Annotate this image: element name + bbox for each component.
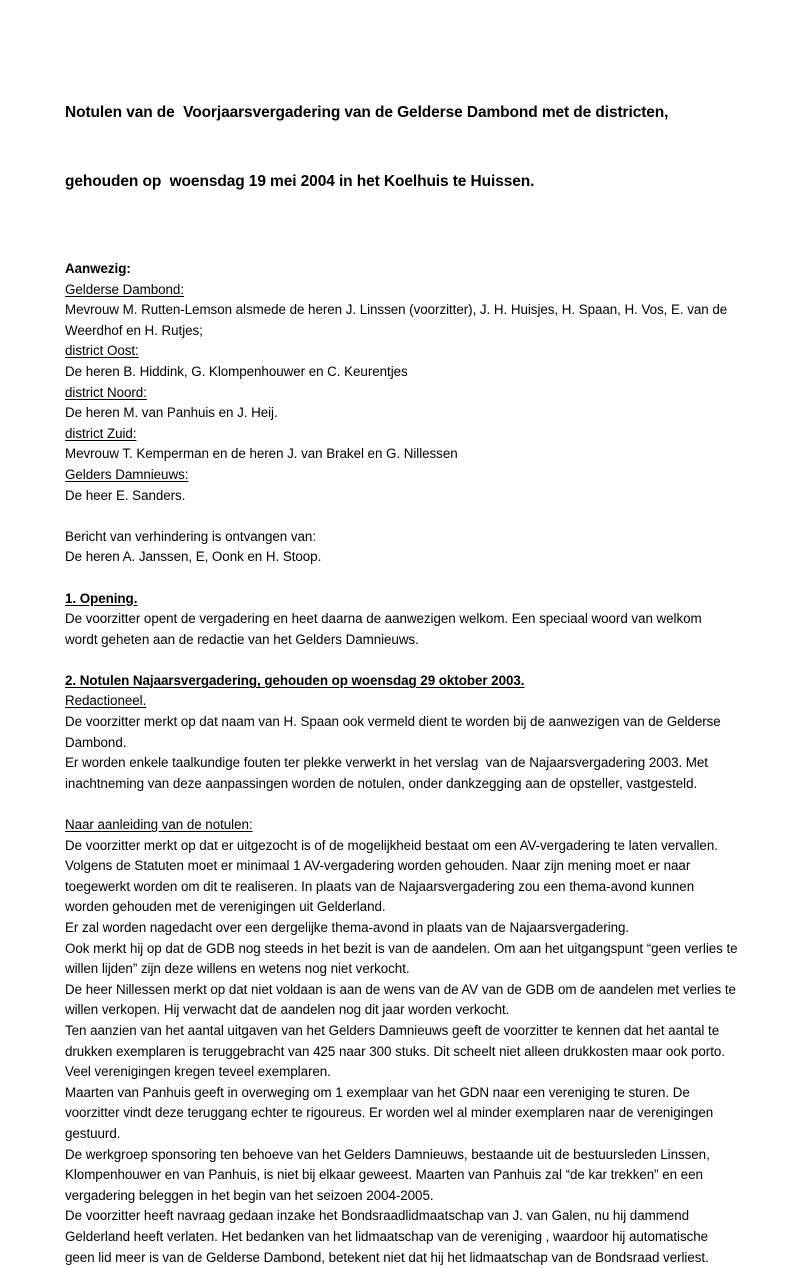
page-title bbox=[65, 55, 740, 239]
section-2-followup-line: De voorzitter merkt op dat er uitgezocht is of de mogelijkheid bestaat om een AV-vergadering te laten vervallen. bbox=[65, 836, 740, 857]
section-1-body-line: De voorzitter opent de vergadering en heet daarna de aanwezigen welkom. Een speciaal woord van welkom bbox=[65, 609, 740, 630]
section-2-followup-line: toegewerkt worden om dit te realiseren. In plaats van de Najaarsvergadering zou een thema-avond kunnen bbox=[65, 877, 740, 898]
spacer bbox=[65, 650, 740, 671]
section-2-editorial-line: De voorzitter merkt op dat naam van H. Spaan ook vermeld dient te worden bij de aanwezigen van de Gelderse bbox=[65, 712, 740, 733]
section-2-followup-line: Er zal worden nagedacht over een dergelijke thema-avond in plaats van de Najaarsvergadering. bbox=[65, 918, 740, 939]
attendance-group-line: Weerdhof en H. Rutjes; bbox=[65, 321, 740, 342]
apologies-heading: Bericht van verhindering is ontvangen van: bbox=[65, 527, 740, 548]
section-1-heading: 1. Opening. bbox=[65, 589, 740, 610]
attendance-group-label-gelders-damnieuws: Gelders Damnieuws: bbox=[65, 465, 740, 486]
section-2-followup-line: Volgens de Statuten moet er minimaal 1 AV-vergadering worden gehouden. Naar zijn mening moet er naar bbox=[65, 856, 740, 877]
attendance-group-line: De heren B. Hiddink, G. Klompenhouwer en C. Keurentjes bbox=[65, 362, 740, 383]
section-2-heading: 2. Notulen Najaarsvergadering, gehouden op woensdag 29 oktober 2003. bbox=[65, 671, 740, 692]
section-2-followup-line: Gelderland heeft verlaten. Het bedanken van het lidmaatschap van de vereniging , waardoor hij automatische bbox=[65, 1227, 740, 1248]
spacer bbox=[65, 506, 740, 527]
apologies-names: De heren A. Janssen, E, Oonk en H. Stoop. bbox=[65, 547, 740, 568]
section-2-followup-line: willen lijden” zijn deze willens en wetens nog niet verkocht. bbox=[65, 959, 740, 980]
spacer bbox=[65, 794, 740, 815]
section-2-followup-line: Veel verenigingen kregen teveel exemplaren. bbox=[65, 1062, 740, 1083]
section-2-followup-line: Maarten van Panhuis geeft in overweging om 1 exemplaar van het GDN naar een vereniging te sturen. De bbox=[65, 1083, 740, 1104]
section-2-followup-line: De voorzitter heeft navraag gedaan inzake het Bondsraadlidmaatschap van J. van Galen, nu hij dammend bbox=[65, 1206, 740, 1227]
section-2-subheading-naar-aanleiding: Naar aanleiding van de notulen: bbox=[65, 815, 740, 836]
section-2-editorial-line: inachtneming van deze aanpassingen worden de notulen, onder dankzegging aan de opsteller, vastgesteld. bbox=[65, 774, 740, 795]
section-2-editorial-line: Dambond. bbox=[65, 733, 740, 754]
section-1-body-line: wordt geheten aan de redactie van het Gelders Damnieuws. bbox=[65, 630, 740, 651]
page-title-line-2: gehouden op woensdag 19 mei 2004 in het Koelhuis te Huissen. bbox=[65, 170, 740, 193]
attendance-group-label-district-noord: district Noord: bbox=[65, 383, 740, 404]
section-2-editorial-line: Er worden enkele taalkundige fouten ter plekke verwerkt in het verslag van de Najaarsvergadering 2003. Met bbox=[65, 753, 740, 774]
section-2-followup-line: geen lid meer is van de Gelderse Dambond, betekent niet dat hij het lidmaatschap van de Bondsraad verliest. bbox=[65, 1248, 740, 1268]
attendance-section bbox=[65, 259, 740, 506]
section-2-followup-line: willen verkopen. Hij verwacht dat de aandelen nog dit jaar worden verkocht. bbox=[65, 1000, 740, 1021]
section-2-followup-line: gestuurd. bbox=[65, 1124, 740, 1145]
section-2-subheading-redactioneel: Redactioneel. bbox=[65, 691, 740, 712]
section-2-followup-line: De werkgroep sponsoring ten behoeve van het Gelders Damnieuws, bestaande uit de bestuursleden Linssen, bbox=[65, 1145, 740, 1166]
spacer bbox=[65, 568, 740, 589]
section-2-followup-line: drukken exemplaren is teruggebracht van 425 naar 300 stuks. Dit scheelt niet alleen drukkosten maar ook porto. bbox=[65, 1042, 740, 1063]
apologies-section bbox=[65, 527, 740, 568]
section-2-followup-line: voorzitter vindt deze teruggang echter te rigoureus. Er worden wel al minder exemplaren naar de verenigingen bbox=[65, 1103, 740, 1124]
section-2 bbox=[65, 671, 740, 1268]
attendance-group-label-district-zuid: district Zuid: bbox=[65, 424, 740, 445]
section-2-followup-line: worden gehouden met de verenigingen uit Gelderland. bbox=[65, 897, 740, 918]
section-2-followup-line: Klompenhouwer en van Panhuis, is niet bij elkaar geweest. Maarten van Panhuis zal “de kar trekken” en een bbox=[65, 1165, 740, 1186]
section-1 bbox=[65, 589, 740, 651]
attendance-group-label-gelderse-dambond: Gelderse Dambond: bbox=[65, 280, 740, 301]
attendance-group-label-district-oost: district Oost: bbox=[65, 341, 740, 362]
section-2-followup-line: Ook merkt hij op dat de GDB nog steeds in het bezit is van de aandelen. Om aan het uitgangspunt “geen verlies te bbox=[65, 939, 740, 960]
page-title-line-1: Notulen van de Voorjaarsvergadering van de Gelderse Dambond met de districten, bbox=[65, 101, 740, 124]
section-2-followup-line: De heer Nillessen merkt op dat niet voldaan is aan de wens van de AV van de GDB om de aandelen met verlies te bbox=[65, 980, 740, 1001]
section-2-followup-line: vergadering beleggen in het begin van het seizoen 2004-2005. bbox=[65, 1186, 740, 1207]
attendance-group-line: De heer E. Sanders. bbox=[65, 486, 740, 507]
section-2-followup-line: Ten aanzien van het aantal uitgaven van het Gelders Damnieuws geeft de voorzitter te kennen dat het aantal te bbox=[65, 1021, 740, 1042]
attendance-group-line: Mevrouw M. Rutten-Lemson alsmede de heren J. Linssen (voorzitter), J. H. Huisjes, H. Spaan, H. Vos, E. van de bbox=[65, 300, 740, 321]
attendance-heading: Aanwezig: bbox=[65, 259, 740, 280]
attendance-group-line: De heren M. van Panhuis en J. Heij. bbox=[65, 403, 740, 424]
attendance-group-line: Mevrouw T. Kemperman en de heren J. van Brakel en G. Nillessen bbox=[65, 444, 740, 465]
